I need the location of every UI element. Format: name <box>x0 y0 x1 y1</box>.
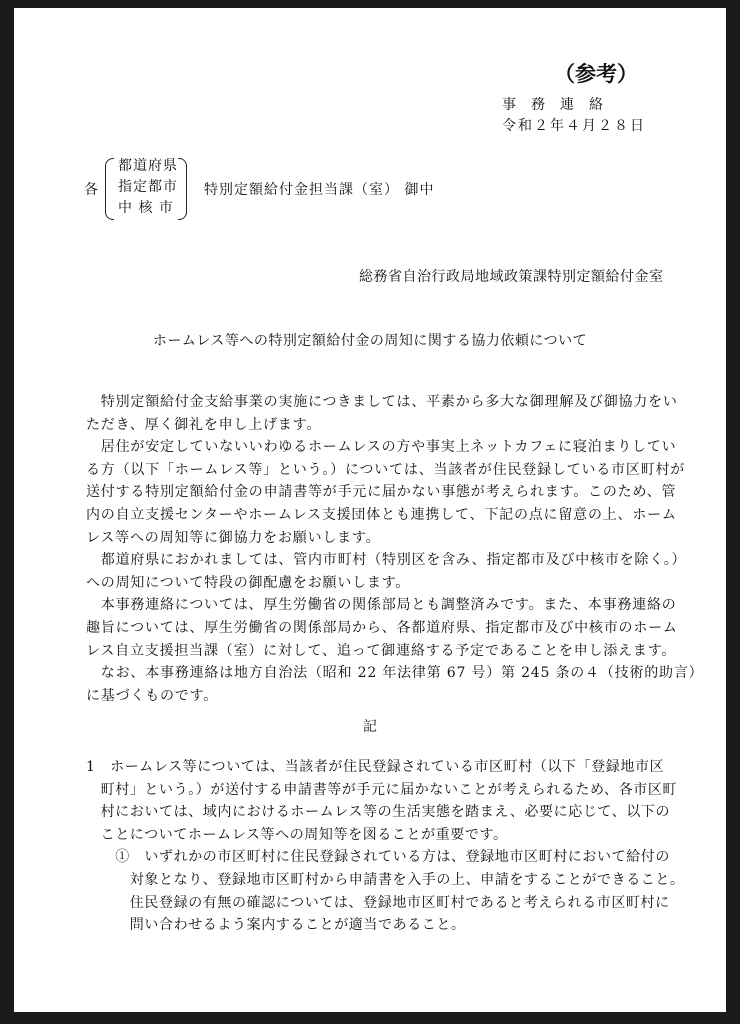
item-line: 1 ホームレス等については、当該者が住民登録されている市区町村（以下「登録地市区 <box>86 759 665 775</box>
body-line: 内の自立支援センターやホームレス支援団体とも連携して、下記の点に留意の上、ホーム <box>86 506 677 523</box>
item-line: 問い合わせるよう案内することが適当であること。 <box>86 917 466 934</box>
document-title: ホームレス等への特別定額給付金の周知に関する協力依頼について <box>152 333 588 349</box>
recipient-department: 特別定額給付金担当課（室） 御中 <box>204 182 435 198</box>
item-line: 村においては、域内におけるホームレス等の生活実態を踏まえ、必要に応じて、以下の <box>86 804 671 821</box>
body-line: レス自立支援担当課（室）に対して、追って御連絡する予定であることを申し添えます。 <box>86 642 677 659</box>
body-line: 特別定額給付金支給事業の実施につきましては、平素から多大な御理解及び御協力をい <box>86 394 678 410</box>
body-line: に基づくものです。 <box>86 687 219 704</box>
ki-heading: 記 <box>363 719 377 735</box>
body-line: 本事務連絡については、厚生労働省の関係部局とも調整済みです。また、本事務連絡の <box>86 597 677 614</box>
body-line: 都道府県におかれましては、管内市町村（特別区を含み、指定都市及び中核市を除く。） <box>86 552 687 569</box>
body-line: ただき、厚く御礼を申し上げます。 <box>86 416 322 433</box>
body-line: への周知について特段の御配慮をお願いします。 <box>86 574 411 591</box>
item-line: ① いずれかの市区町村に住民登録されている方は、登録地市区町村において給付の <box>86 849 670 866</box>
item-line: 対象となり、登録地市区町村から申請書を入手の上、申請をすることができること。 <box>86 871 685 888</box>
right-brace <box>178 158 187 220</box>
body-line: る方（以下「ホームレス等」という。）については、当該者が住民登録している市区町村が <box>86 461 686 478</box>
body-line: 送付する特別定額給付金の申請書等が手元に届かない事態が考えられます。このため、管 <box>86 484 677 501</box>
body-text <box>86 391 703 707</box>
document-date: 令和２年４月２８日 <box>502 118 646 134</box>
recipient-item: 都道府県 <box>118 158 178 174</box>
body-line: なお、本事務連絡は地方自治法（昭和 22 年法律第 67 号）第 245 条の４（技術的助言） <box>86 665 704 682</box>
body-line: 趣旨については、厚生労働省の関係部局から、各都道府県、指定都市及び中核市のホーム <box>86 619 678 636</box>
recipient-item: 中 核 市 <box>118 200 174 216</box>
recipient-item: 指定都市 <box>118 179 178 195</box>
item-line: ことについてホームレス等への周知等を図ることが重要です。 <box>86 826 508 843</box>
recipient-list <box>118 156 178 219</box>
recipient-prefix: 各 <box>84 182 98 198</box>
document-type: 事務連絡 <box>502 97 618 113</box>
left-brace <box>105 158 114 220</box>
body-line: 居住が安定していないいわゆるホームレスの方や事実上ネットカフェに寝泊まりしてい <box>86 439 677 456</box>
document-page <box>14 8 726 1012</box>
body-line: レス等への周知等に御協力をお願いします。 <box>86 529 381 546</box>
item-section <box>86 756 685 937</box>
sender: 総務省自治行政局地域政策課特別定額給付金室 <box>359 269 664 285</box>
item-line: 町村」という。）が送付する申請書等が手元に届かないことが考えられるため、各市区町 <box>86 781 678 798</box>
item-line: 住民登録の有無の確認については、登録地市区町村であると考えられる市区町村に <box>86 894 670 911</box>
reference-label: （参考） <box>554 61 638 86</box>
